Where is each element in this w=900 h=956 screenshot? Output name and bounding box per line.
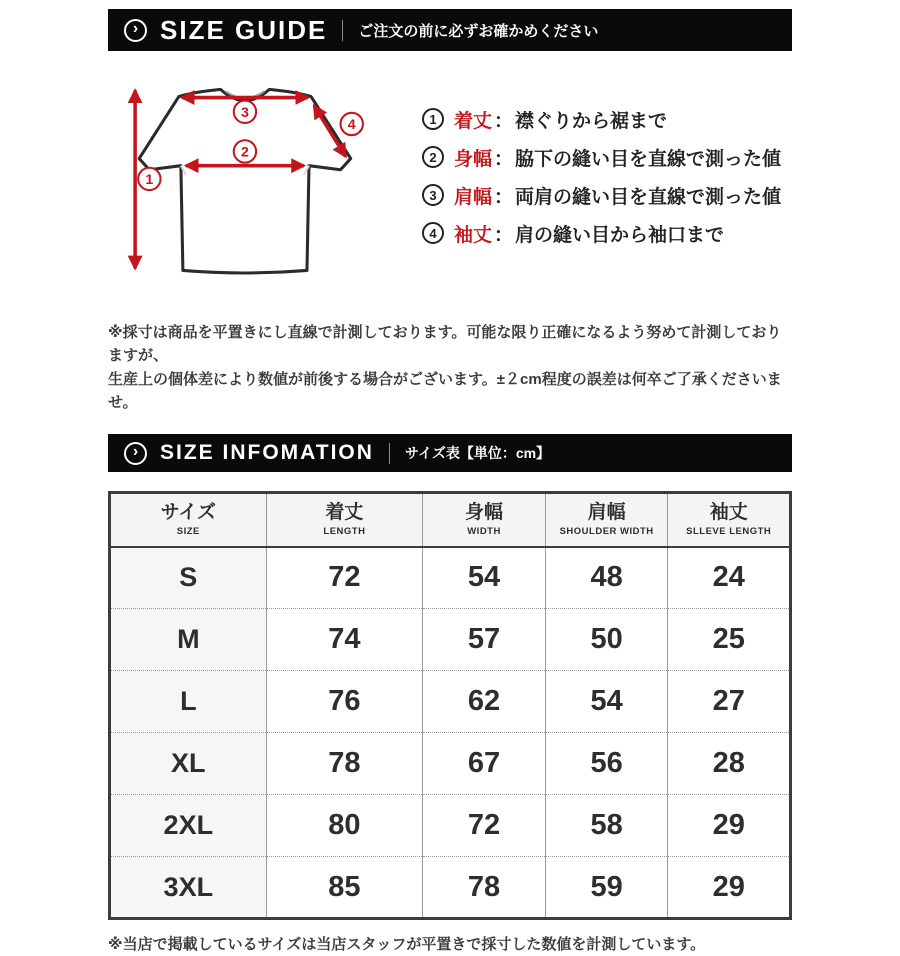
cell-value: 72 [266, 547, 423, 609]
cell-value: 57 [423, 609, 546, 671]
size-label: 3XL [110, 857, 267, 919]
legend-desc-width: 脇下の縫い目を直線で測った値 [515, 148, 782, 170]
legend-desc-shoulder: 両肩の縫い目を直線で測った値 [515, 186, 782, 208]
column-header-length [266, 493, 423, 547]
table-row-xl [110, 733, 791, 795]
table-row-2xl [110, 795, 791, 857]
legend-name-sleeve: 袖丈 [454, 224, 493, 246]
cell-value: 85 [266, 857, 423, 919]
cell-value: 54 [545, 671, 668, 733]
size-table [108, 491, 792, 920]
column-header-shoulder-en: SHOULDER WIDTH [559, 525, 654, 537]
column-header-length-jp: 着丈 [325, 501, 364, 523]
column-header-size-en: SIZE [176, 525, 200, 537]
marker-1: 1 [145, 171, 154, 188]
circle-chevron-icon: › [124, 442, 147, 465]
cell-value: 74 [266, 609, 423, 671]
legend-separator: ： [494, 148, 514, 170]
cell-value: 59 [545, 857, 668, 919]
circle-chevron-icon: › [124, 19, 147, 42]
column-header-length-en: LENGTH [323, 525, 366, 537]
cell-value: 72 [423, 795, 546, 857]
legend-num-4: 4 [422, 222, 444, 244]
staff-note: ※当店で掲載しているサイズは当店スタッフが平置きで採寸した数値を計測しています。 [108, 936, 706, 953]
legend-desc-sleeve: 肩の縫い目から袖口まで [515, 224, 725, 246]
column-header-sleeve-en: SLLEVE LENGTH [686, 525, 772, 537]
legend-num-3: 3 [422, 184, 444, 206]
legend-num-2: 2 [422, 146, 444, 168]
size-information-subtitle: サイズ表【単位：cm】 [404, 445, 551, 461]
legend-separator: ： [494, 110, 514, 132]
cell-value: 54 [423, 547, 546, 609]
cell-value: 28 [668, 733, 791, 795]
column-header-width [423, 493, 546, 547]
cell-value: 48 [545, 547, 668, 609]
size-label: XL [110, 733, 267, 795]
cell-value: 50 [545, 609, 668, 671]
cell-value: 67 [423, 733, 546, 795]
measurement-diagram-section [108, 65, 792, 313]
size-guide-page [108, 0, 792, 956]
table-row-l [110, 671, 791, 733]
measurement-note-line2: 生産上の個体差により数値が前後する場合がございます。±２cm程度の誤差は何卒ご了承くださいませ。 [108, 370, 782, 411]
marker-2: 2 [240, 144, 249, 161]
legend-name-width: 身幅 [454, 148, 493, 170]
column-header-sleeve-jp: 袖丈 [709, 501, 748, 523]
legend-num-1: 1 [422, 108, 444, 130]
size-guide-title: SIZE GUIDE [160, 14, 328, 45]
cell-value: 76 [266, 671, 423, 733]
tshirt-measurement-diagram [118, 65, 380, 305]
measurement-note [108, 321, 792, 414]
cell-value: 25 [668, 609, 791, 671]
column-header-width-jp: 身幅 [465, 501, 504, 523]
size-table-header [110, 493, 791, 547]
size-information-header-bar [108, 434, 792, 472]
table-row-m [110, 609, 791, 671]
legend-item-length [422, 105, 781, 133]
column-header-shoulder-jp: 肩幅 [587, 501, 626, 523]
legend-separator: ： [494, 224, 514, 246]
size-label: S [110, 547, 267, 609]
size-guide-subtitle: ご注文の前に必ずお確かめください [358, 22, 599, 40]
table-row-s [110, 547, 791, 609]
column-header-width-en: WIDTH [467, 525, 501, 537]
legend-name-length: 着丈 [454, 110, 493, 132]
measurement-note-line1: ※採寸は商品を平置きにし直線で計測しております。可能な限り正確になるよう努めて計測しておりますが、 [108, 324, 782, 365]
size-label: L [110, 671, 267, 733]
size-label: 2XL [110, 795, 267, 857]
table-row-3xl [110, 857, 791, 919]
cell-value: 29 [668, 857, 791, 919]
cell-value: 29 [668, 795, 791, 857]
column-header-size [110, 493, 267, 547]
legend-desc-length: 襟ぐりから裾まで [515, 110, 668, 132]
size-guide-header-bar [108, 9, 792, 51]
cell-value: 58 [545, 795, 668, 857]
legend-item-shoulder [422, 181, 781, 209]
marker-4: 4 [347, 117, 356, 134]
cell-value: 56 [545, 733, 668, 795]
size-label: M [110, 609, 267, 671]
cell-value: 78 [423, 857, 546, 919]
legend-item-width [422, 143, 781, 171]
marker-3: 3 [240, 104, 249, 121]
cell-value: 27 [668, 671, 791, 733]
cell-value: 62 [423, 671, 546, 733]
legend-name-shoulder: 肩幅 [454, 186, 493, 208]
cell-value: 78 [266, 733, 423, 795]
size-information-title: SIZE INFOMATION [160, 441, 374, 464]
cell-value: 80 [266, 795, 423, 857]
header-divider [342, 20, 343, 41]
cell-value: 24 [668, 547, 791, 609]
column-header-size-jp: サイズ [160, 501, 217, 523]
header-divider [389, 443, 390, 464]
measurement-legend [422, 65, 781, 313]
column-header-sleeve [668, 493, 791, 547]
legend-item-sleeve [422, 219, 781, 247]
column-header-shoulder [545, 493, 668, 547]
legend-separator: ： [494, 186, 514, 208]
